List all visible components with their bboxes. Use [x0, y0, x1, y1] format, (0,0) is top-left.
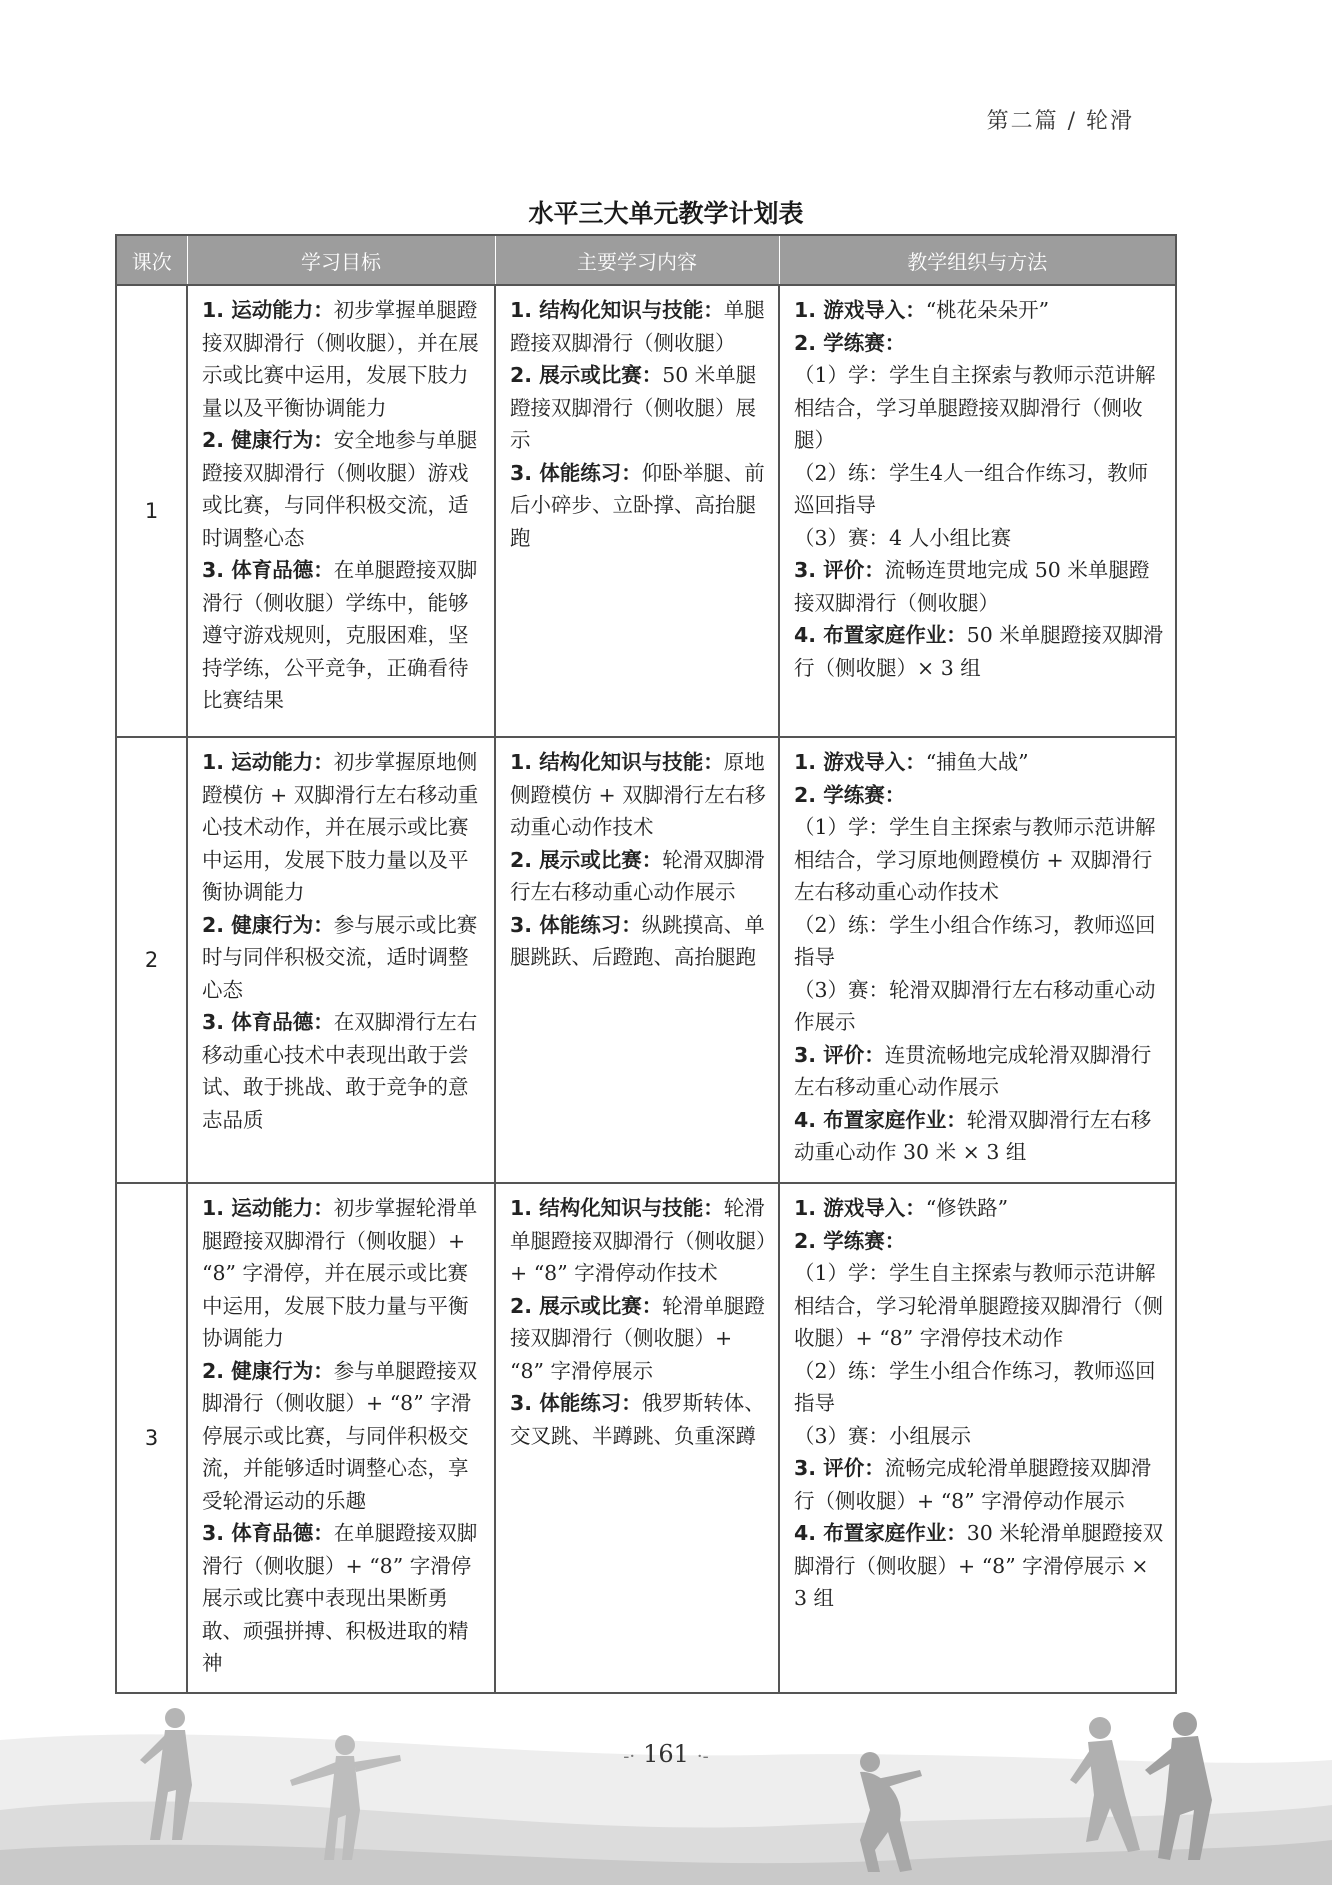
content-cell	[495, 285, 779, 737]
method-item: 3. 评价：流畅完成轮滑单腿蹬接双脚滑行（侧收腿）+ “8” 字滑停动作展示	[794, 1456, 1152, 1513]
method-item: 2. 学练赛：	[794, 1228, 906, 1253]
method-item: 1. 游戏导入：“桃花朵朵开”	[794, 298, 1050, 322]
goal-item: 3. 体育品德：在双脚滑行左右移动重心技术中表现出敢于尝试、敢于挑战、敢于竞争的意志品质	[202, 1010, 478, 1132]
table-row	[116, 1183, 1176, 1693]
methods-cell	[779, 1183, 1176, 1693]
content-item: 3. 体能练习：仰卧举腿、前后小碎步、立卧撑、高抬腿跑	[510, 460, 765, 550]
goal-item: 2. 健康行为：参与展示或比赛时与同伴积极交流，适时调整心态	[202, 912, 478, 1002]
goals-cell	[187, 1183, 495, 1693]
page-number-dash-left-icon: -·	[623, 1746, 636, 1767]
method-item: 1. 游戏导入：“修铁路”	[794, 1196, 1009, 1220]
table-header-row	[116, 235, 1176, 285]
methods-cell	[779, 285, 1176, 737]
table-row	[116, 285, 1176, 737]
method-item: （1）学：学生自主探索与教师示范讲解相结合，学习轮滑单腿蹬接双脚滑行（侧收腿）+ “8” 字滑停技术动作	[794, 1261, 1163, 1350]
table-title: 水平三大单元教学计划表	[528, 199, 804, 228]
method-item: （1）学：学生自主探索与教师示范讲解相结合，学习单腿蹬接双脚滑行（侧收腿）	[794, 363, 1156, 452]
method-item: 4. 布置家庭作业：轮滑双脚滑行左右移动重心动作 30 米 × 3 组	[794, 1107, 1152, 1164]
method-item: （2）练：学生小组合作练习，教师巡回指导	[794, 912, 1156, 969]
header-content: 主要学习内容	[495, 235, 779, 285]
content-item: 3. 体能练习：纵跳摸高、单腿跳跃、后蹬跑、高抬腿跑	[510, 912, 765, 969]
content-item: 2. 展示或比赛：轮滑单腿蹬接双脚滑行（侧收腿）+ “8” 字滑停展示	[510, 1293, 765, 1383]
goal-item: 3. 体育品德：在单腿蹬接双脚滑行（侧收腿）+ “8” 字滑停展示或比赛中表现出果断勇敢、顽强拼搏、积极进取的精神	[202, 1521, 478, 1675]
content-item: 1. 结构化知识与技能：原地侧蹬模仿 + 双脚滑行左右移动重心动作技术	[510, 750, 766, 839]
method-item: 1. 游戏导入：“捕鱼大战”	[794, 750, 1029, 774]
table-row	[116, 737, 1176, 1183]
goal-item: 2. 健康行为：安全地参与单腿蹬接双脚滑行（侧收腿）游戏或比赛，与同伴积极交流，适时调整心态	[202, 428, 478, 550]
method-item: （2）练：学生4人一组合作练习，教师巡回指导	[794, 460, 1149, 517]
content-cell	[495, 1183, 779, 1693]
header-lesson: 课次	[116, 235, 187, 285]
method-item: （3）赛：轮滑双脚滑行左右移动重心动作展示	[794, 977, 1156, 1034]
method-item: 4. 布置家庭作业：50 米单腿蹬接双脚滑行（侧收腿）× 3 组	[794, 623, 1164, 680]
method-item: 2. 学练赛：	[794, 330, 906, 355]
goal-item: 1. 运动能力：初步掌握轮滑单腿蹬接双脚滑行（侧收腿）+ “8” 字滑停，并在展示或比赛中运用，发展下肢力量与平衡协调能力	[202, 1196, 478, 1350]
goals-cell	[187, 737, 495, 1183]
teaching-plan-table	[115, 234, 1177, 1694]
lesson-number: 2	[116, 737, 187, 1183]
page-number: -· 161 ·-	[623, 1740, 709, 1768]
running-header: 第二篇 / 轮滑	[986, 109, 1134, 134]
method-item: 2. 学练赛：	[794, 782, 906, 807]
method-item: （2）练：学生小组合作练习，教师巡回指导	[794, 1358, 1156, 1415]
lesson-number: 1	[116, 285, 187, 737]
content-item: 2. 展示或比赛：50 米单腿蹬接双脚滑行（侧收腿）展示	[510, 363, 757, 452]
method-item: （3）赛：小组展示	[794, 1423, 972, 1448]
method-item: （3）赛：4 人小组比赛	[794, 525, 1012, 550]
methods-cell	[779, 737, 1176, 1183]
page-number-dash-right-icon: ·-	[696, 1746, 709, 1767]
goal-item: 3. 体育品德：在单腿蹬接双脚滑行（侧收腿）学练中，能够遵守游戏规则，克服困难，坚持学练，公平竞争，正确看待比赛结果	[202, 558, 478, 712]
method-item: （1）学：学生自主探索与教师示范讲解相结合，学习原地侧蹬模仿 + 双脚滑行左右移动重心动作技术	[794, 815, 1156, 904]
goals-cell	[187, 285, 495, 737]
method-item: 4. 布置家庭作业：30 米轮滑单腿蹬接双脚滑行（侧收腿）+ “8” 字滑停展示 × 3 组	[794, 1521, 1164, 1610]
content-cell	[495, 737, 779, 1183]
goal-item: 1. 运动能力：初步掌握单腿蹬接双脚滑行（侧收腿），并在展示或比赛中运用，发展下肢力量以及平衡协调能力	[202, 298, 479, 420]
header-methods: 教学组织与方法	[779, 235, 1176, 285]
method-item: 3. 评价：连贯流畅地完成轮滑双脚滑行左右移动重心动作展示	[794, 1042, 1152, 1099]
goal-item: 1. 运动能力：初步掌握原地侧蹬模仿 + 双脚滑行左右移动重心技术动作，并在展示或比赛中运用，发展下肢力量以及平衡协调能力	[202, 750, 479, 904]
content-item: 3. 体能练习：俄罗斯转体、交叉跳、半蹲跳、负重深蹲	[510, 1391, 765, 1448]
goal-item: 2. 健康行为：参与单腿蹬接双脚滑行（侧收腿）+ “8” 字滑停展示或比赛，与同伴积极交流，并能够适时调整心态，享受轮滑运动的乐趣	[202, 1358, 478, 1513]
content-item: 2. 展示或比赛：轮滑双脚滑行左右移动重心动作展示	[510, 847, 765, 904]
content-item: 1. 结构化知识与技能：轮滑单腿蹬接双脚滑行（侧收腿）+ “8” 字滑停动作技术	[510, 1196, 767, 1285]
method-item: 3. 评价：流畅连贯地完成 50 米单腿蹬接双脚滑行（侧收腿）	[794, 558, 1150, 615]
lesson-number: 3	[116, 1183, 187, 1693]
header-goals: 学习目标	[187, 235, 495, 285]
content-item: 1. 结构化知识与技能：单腿蹬接双脚滑行（侧收腿）	[510, 298, 765, 355]
footer-skaters-decoration	[0, 1700, 1332, 1885]
